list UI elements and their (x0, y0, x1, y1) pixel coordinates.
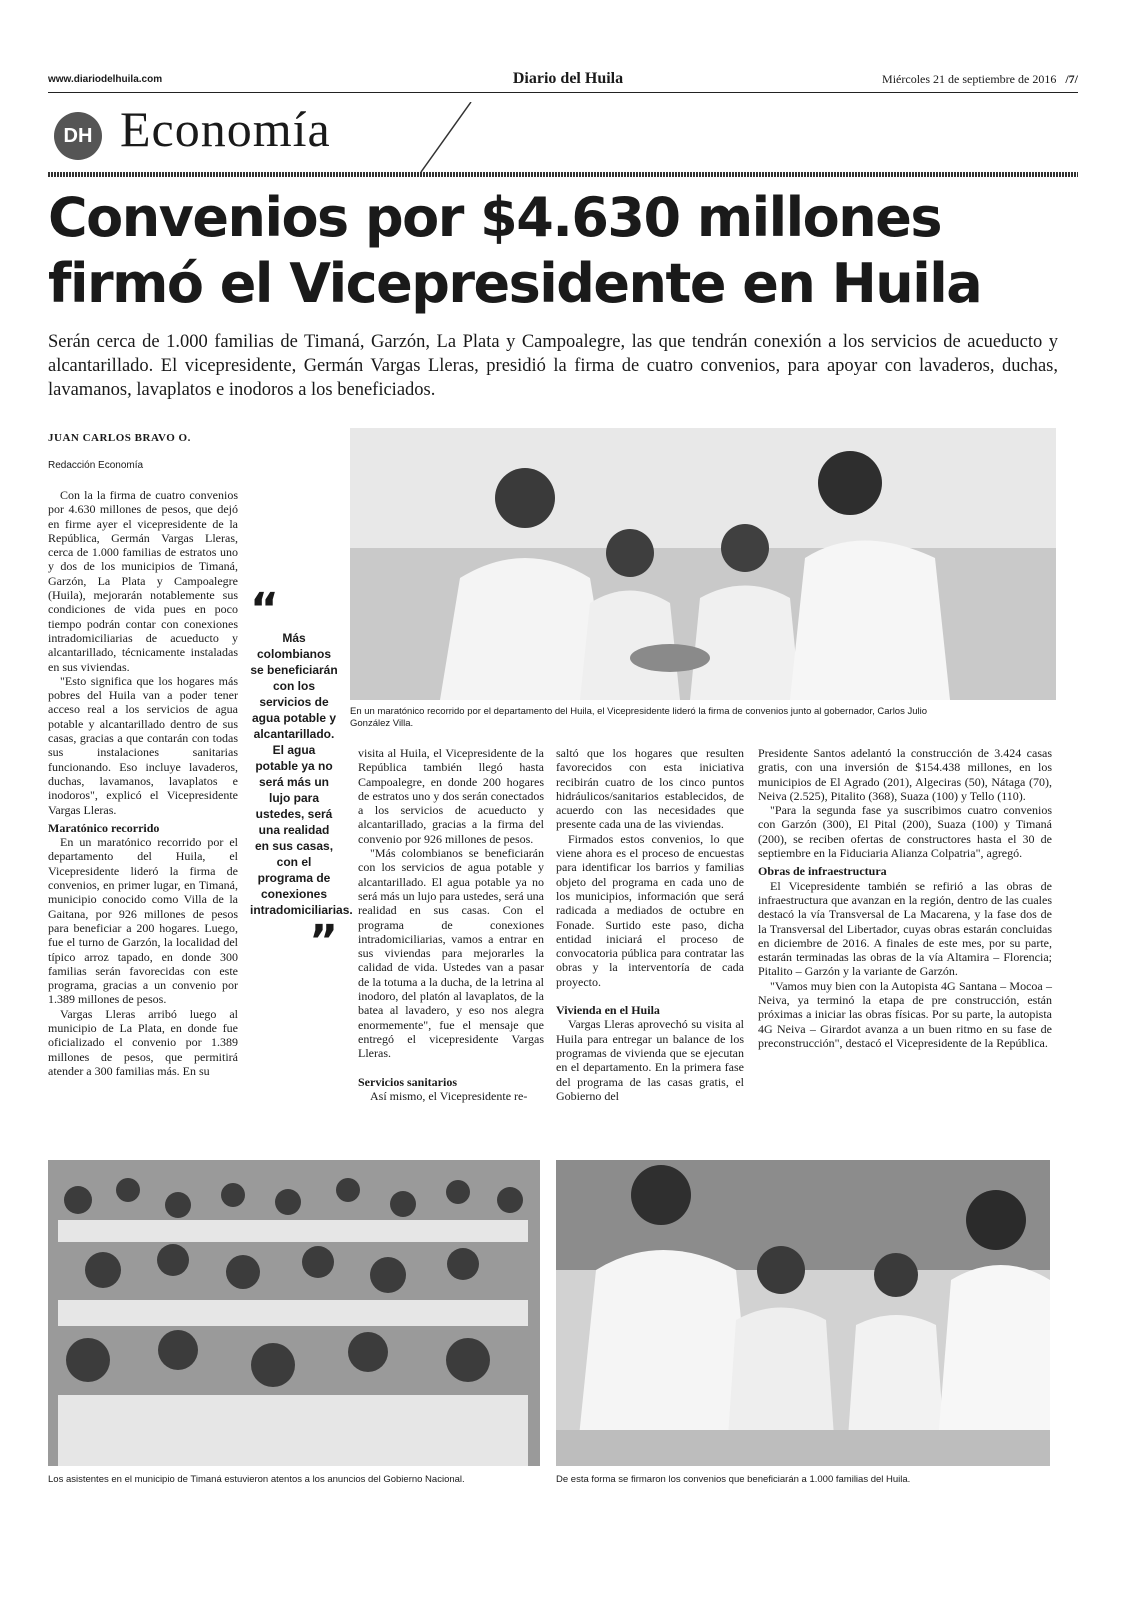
lead-paragraph: Serán cerca de 1.000 familias de Timaná, Garzón, La Plata y Campoalegre, las que tendrán conexión a los servicios de acueducto y alcantarillado. El vicepresidente, Germán Vargas Lleras, presidió la firma de cuatro convenios, para apoyar con lavaderos, duchas, lavamanos, lavaplatos e inodoros a los beneficiados. (48, 332, 1058, 400)
paragraph: Vargas Lleras arribó luego al municipio de La Plata, en donde fue oficializado el convenio por 1.389 millones de pesos, que permitirá atender a 300 familias más. En su (48, 1006, 238, 1078)
subheading: Vivienda en el Huila (556, 1003, 660, 1018)
desk-name: Redacción Economía (48, 460, 144, 471)
byline: JUAN CARLOS BRAVO O. (48, 432, 191, 444)
photo-crowd-timana (48, 1160, 540, 1466)
subheading: Obras de infraestructura (758, 864, 887, 879)
headline-line-2: firmó el Vicepresidente en Huila (48, 252, 982, 315)
photo-caption: Los asistentes en el municipio de Timaná estuvieron atentos a los anuncios del Gobierno Nacional. (48, 1474, 465, 1485)
page-header (48, 70, 1078, 93)
paragraph: En un maratónico recorrido por el departamento del Huila, el Vicepresidente lideró la firma de convenios, en primer lugar, en Timaná, municipio conocido como Villa de la Gaitana, por 926 millones de pesos para beneficiar a 200 hogares. Luego, fue el turno de Garzón, la localidad del típico arroz tapado, en donde 300 familias serán favorecidas con este programa, gracias a un convenio por 1.389 millones de pesos. (48, 835, 238, 1007)
column-3 (556, 746, 744, 1103)
section-title: Economía (120, 101, 331, 157)
site-url: www.diariodelhuila.com (48, 74, 163, 85)
close-quote-icon: ” (309, 916, 338, 967)
photo-illustration (48, 1160, 540, 1466)
column-2 (358, 746, 544, 1103)
pull-quote-text: Más colombianos se beneficiarán con los servicios de agua potable y alcantarillado. El agua potable ya no será más un lujo para ustedes, será una realidad en sus casas, con el programa de conexiones intradomiciliarias. (250, 631, 353, 917)
paragraph: saltó que los hogares que resulten favorecidos con esta iniciativa recibirán cuatro de los cinco puntos hidráulicos/sanitarios establecidos, de acuerdo con las necesidades que presente cada una de las viviendas. (556, 746, 744, 832)
open-quote-icon: “ (250, 584, 279, 635)
paragraph: El Vicepresidente también se refirió a las obras de infraestructura que avanzan en la región, dentro de las cuales destacó la vía Transversal de La Macarena, y la fase dos de la Transversal del Libertador, cuyas obras estarán concluidas en diciembre de 2016. A finales de este mes, por su parte, estarán terminadas las obras de la vía Altamira – Florencia; Pitalito – Garzón y la variante de Garzón. (758, 878, 1052, 979)
pull-quote (250, 584, 353, 967)
photo-illustration (556, 1160, 1050, 1466)
photo-illustration (350, 428, 1056, 700)
photo-signing (556, 1160, 1050, 1466)
dateline (882, 72, 1078, 87)
section-header (48, 100, 1078, 180)
section-slash-icon (416, 102, 476, 172)
headline (48, 185, 1098, 317)
paragraph: Vargas Lleras aprovechó su visita al Huila para entregar un balance de los programas de vivienda que se ejecutan en el departamento. En la primera fase del programa de las casas gratis, el Gobierno del (556, 1017, 744, 1103)
paragraph: Así mismo, el Vicepresidente re- (370, 1088, 528, 1103)
masthead-prefix: Diario del (512, 70, 585, 87)
masthead (468, 70, 668, 88)
paragraph: visita al Huila, el Vicepresidente de la República también llegó hasta Campoalegre, en donde 200 hogares de estratos uno y dos serán conectados a los servicios de acueducto y alcantarillado, gracias a la firma del convenio por 926 millones de pesos. (358, 746, 544, 846)
paragraph: "Vamos muy bien con la Autopista 4G Santana – Mocoa – Neiva, ya terminó la etapa de pre construcción, están próximas a iniciar las obras físicas. Por su parte, la autopista 4G Neiva – Girardot avanza a un buen ritmo en su fase de preconstrucción", destacó el Vicepresidente de la República. (758, 978, 1052, 1050)
subheading: Servicios sanitarios (358, 1074, 457, 1089)
masthead-name: Huila (584, 70, 624, 87)
section-rule (48, 172, 1078, 177)
paragraph: Con la la firma de cuatro convenios por 4.630 millones de pesos, que dejó en firme ayer el vicepresidente de la República, Germán Vargas Lleras, cerca de 1.000 familias de estratos uno y dos de los municipios de Timaná, Garzón, La Plata y Campoalegre (Huila), mejorarán notablemente sus condiciones de vida pues en poco tiempo podrán contar con conexiones intradomiciliarias de acueducto y alcantarillado, técnicamente instaladas en sus viviendas. (48, 488, 238, 674)
paragraph: Firmados estos convenios, lo que viene ahora es el proceso de encuestas para identificar los barrios y familias objeto del programa en cada uno de los municipios, información que será radicada a mediados de octubre en Fonade. Surtido este paso, dicha entidad iniciará el proceso de convocatoria pública para contratar las obras y la interventoría de cada proyecto. (556, 831, 744, 989)
photo-caption: En un maratónico recorrido por el departamento del Huila, el Vicepresidente lideró la firma de convenios junto al gobernador, Carlos Julio González Villa. (350, 706, 928, 729)
paragraph: Presidente Santos adelantó la construcción de 3.424 casas gratis, con una inversión de $154.438 millones, en los municipios de El Agrado (201), Algeciras (50), Nátaga (70), Neiva (2.525), Pitalito (368), Suaza (100) y Tello (110). (758, 746, 1052, 803)
column-4 (758, 746, 1052, 1050)
issue-date: Miércoles 21 de septiembre de 2016 (882, 72, 1057, 86)
dh-logo: DH (54, 112, 102, 160)
paragraph: "Más colombianos se beneficiarán con los servicios de agua potable y alcantarillado. El agua potable ya no será más un lujo para ustedes, será una realidad en sus casas. Con el programa de conexiones intradomiciliarias, vamos a entrar en sus viviendas para mejorarles la calidad de vida. Ustedes van a pasar de la totuma a la ducha, de la letrina al inodoro, del platón al lavaplatos, de la batea al lavadero, y eso nos alegra enormemente", fue el mensaje que entregó el vicepresidente Vargas Lleras. (358, 846, 544, 1061)
column-1 (48, 488, 238, 1078)
photo-vicepresident-handshake (350, 428, 1056, 700)
headline-line-1: Convenios por $4.630 millones (48, 186, 941, 249)
photo-caption: De esta forma se firmaron los convenios que beneficiarán a 1.000 familias del Huila. (556, 1474, 911, 1485)
paragraph: "Para la segunda fase ya suscribimos cuatro convenios con Garzón (300), El Pital (200), Suaza (100) y Timaná (200), se reciben ofertas de constructores hasta el 30 de septiembre en la Fiduciaria Alianza Colpatria", agregó. (758, 803, 1052, 861)
paragraph: "Esto significa que los hogares más pobres del Huila van a poder tener acceso real a los servicios de agua potable y alcantarillado dentro de sus casas, gracias a que contarán con todas sus instalaciones sanitarias funcionando. Eso incluye lavaderos, duchas, lavamanos, lavaplatos e inodoros", explicó el Vicepresidente Vargas Lleras. (48, 673, 238, 817)
page-number: /7/ (1065, 72, 1078, 86)
subheading: Maratónico recorrido (48, 820, 160, 835)
